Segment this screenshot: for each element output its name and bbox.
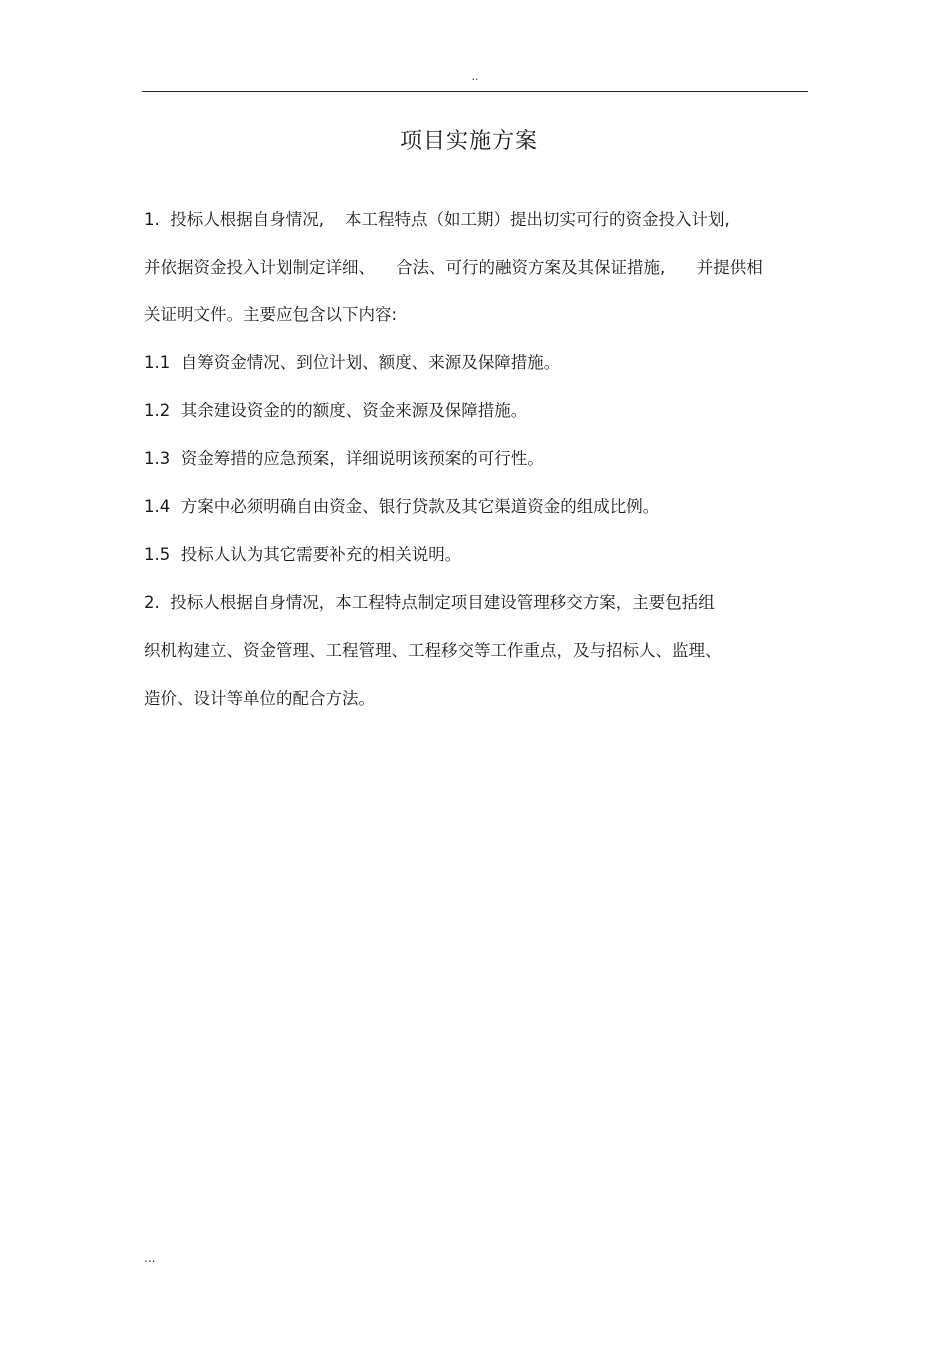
list-item-1-1: 1.1 自筹资金情况、到位计划、额度、来源及保障措施。 — [144, 353, 561, 372]
list-item-1-5: 1.5 投标人认为其它需要补充的相关说明。 — [144, 545, 462, 564]
body-line-item-2-cont-2: 造价、设计等单位的配合方法。 — [144, 689, 375, 708]
body-line-2: 并依据资金投入计划制定详细、 合法、可行的融资方案及其保证措施, 并提供相 — [144, 258, 763, 277]
body-line-item-2-cont-1: 织机构建立、资金管理、工程管理、工程移交等工作重点，及与招标人、监理、 — [144, 641, 722, 660]
list-item-1-3: 1.3 资金筹措的应急预案，详细说明该预案的可行性。 — [144, 449, 544, 468]
header-rule — [142, 91, 808, 92]
list-item-1-4: 1.4 方案中必须明确自由资金、银行贷款及其它渠道资金的组成比例。 — [144, 497, 660, 516]
body-line-3: 关证明文件。主要应包含以下内容: — [144, 305, 398, 324]
body-line-item-2: 2. 投标人根据自身情况，本工程特点制定项目建设管理移交方案，主要包括组 — [144, 593, 715, 612]
footer-mark: ... — [144, 1251, 156, 1265]
header-mark: .. — [471, 70, 479, 83]
document-title: 项目实施方案 — [399, 129, 538, 154]
list-item-1-2: 1.2 其余建设资金的的额度、资金来源及保障措施。 — [144, 401, 528, 420]
body-line-1: 1. 投标人根据自身情况, 本工程特点（如工期）提出切实可行的资金投入计划, — [144, 210, 730, 229]
